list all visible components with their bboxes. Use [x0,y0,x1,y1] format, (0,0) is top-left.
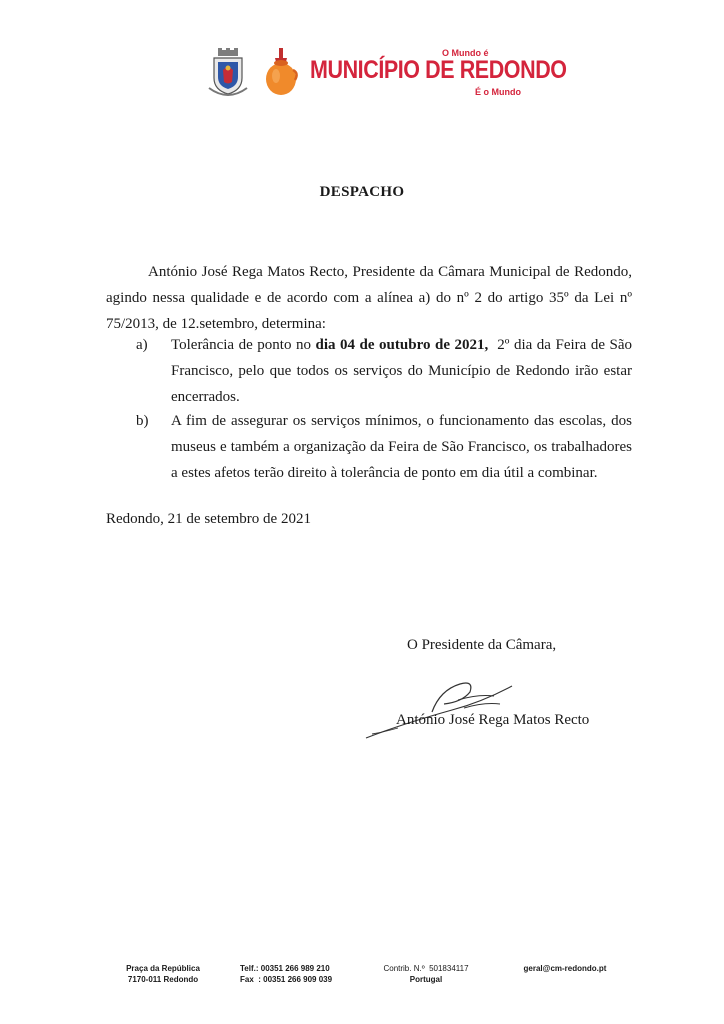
letterhead [200,40,567,110]
municipality-name: MUNICÍPIO DE REDONDO [310,56,567,84]
footer-fax: Fax : 00351 266 909 039 [240,975,333,984]
signer-role: O Presidente da Câmara, [407,637,557,653]
footer-tax-id: Contrib. N.º 501834117 [383,964,469,973]
list-item-b [136,408,632,486]
item-a-text-start: Tolerância de ponto no [171,337,316,353]
item-a-text-end: 2º dia da Feira de São Francisco, pelo que todos os serviços do Município de Redondo irão estar encerrados. [171,337,636,405]
intro-paragraph: António José Rega Matos Recto, Presidente da Câmara Municipal de Redondo, agindo nessa qualidade e de acordo com a alínea a) do nº 2 do artigo 35º da Lei nº 75/2013, de 12.setembro, determina: [106,264,632,332]
footer-address-line1: Praça da República [126,964,200,973]
municipality-wordmark [310,40,567,110]
handwritten-signature [362,672,532,742]
place-and-date: Redondo, 21 de setembro de 2021 [106,511,311,527]
signer-name: António José Rega Matos Recto [396,712,590,728]
item-a-date-bold: dia 04 de outubro de 2021, [315,337,489,353]
footer-phone: Telf.: 00351 266 989 210 [240,964,330,973]
footer-email: geral@cm-redondo.pt [523,964,607,973]
list-marker: a) [136,337,148,353]
footer-country: Portugal [409,975,443,984]
clay-jar-icon [262,46,300,98]
footer-contacts [240,963,352,985]
list-item-a [136,332,636,410]
footer-address [113,963,213,985]
footer-address-line2: 7170-011 Redondo [127,975,199,984]
brand-tagline-bottom: É o Mundo [475,87,521,97]
coat-of-arms-icon [206,48,250,100]
document-title: DESPACHO [319,184,405,200]
list-item-text: A fim de assegurar os serviços mínimos, o funcionamento das escolas, dos museus e também a organização da Feira de São Francisco, os trabalhadores a estes afetos terão direito à tolerância de ponto em dia útil a combinar. [171,413,632,481]
list-marker: b) [136,413,149,429]
footer-tax-info [376,963,476,985]
brand-tagline-top: O Mundo é [442,48,489,58]
list-item-text [171,332,636,410]
